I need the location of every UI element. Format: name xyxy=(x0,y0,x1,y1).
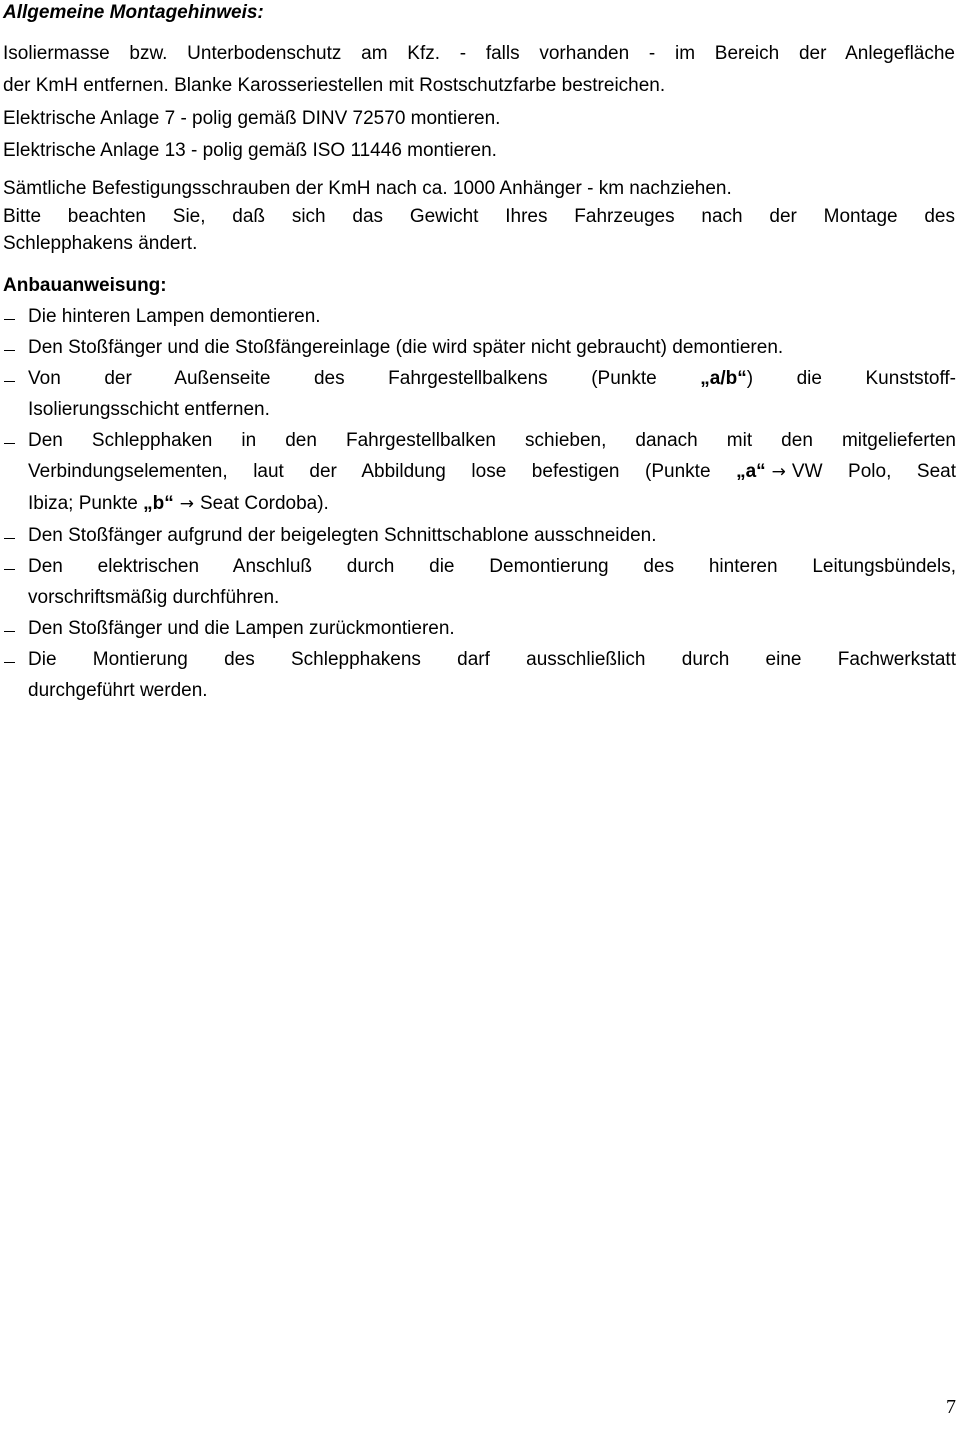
general-line-1: Isoliermasse bzw. Unterbodenschutz am Kfz. - falls vorhanden - im Bereich der Anlegefläche xyxy=(3,43,955,64)
general-line-3: Elektrische Anlage 7 - polig gemäß DINV 72570 montieren. xyxy=(3,108,501,129)
general-line-5: Sämtliche Befestigungsschrauben der KmH nach ca. 1000 Anhänger - km nachziehen. xyxy=(3,178,732,199)
list-item: Den Stoßfänger und die Stoßfängereinlage (die wird später nicht gebraucht) demontieren. xyxy=(0,332,956,363)
section-title-instructions: Anbauanweisung: xyxy=(3,275,167,296)
list-item: Den elektrischen Anschluß durch die Demontierung des hinteren Leitungsbündels, vorschriftsmäßig durchführen. xyxy=(0,551,956,613)
list-item: Den Stoßfänger und die Lampen zurückmontieren. xyxy=(0,613,956,644)
general-line-2: der KmH entfernen. Blanke Karosseriestellen mit Rostschutzfarbe bestreichen. xyxy=(3,74,666,96)
general-line-4: Elektrische Anlage 13 - polig gemäß ISO 11446 montieren. xyxy=(3,139,497,161)
dash-bullet-icon xyxy=(4,662,15,663)
list-item: Von der Außenseite des Fahrgestellbalkens (Punkte „a/b“) die Kunststoff- Isolierungsschicht entfernen. xyxy=(0,363,956,425)
general-line-7: Schlepphakens ändert. xyxy=(3,233,198,254)
list-item: Den Schlepphaken in den Fahrgestellbalken schieben, danach mit den mitgelieferten Verbindungselementen, laut der Abbildung lose befestigen (Punkte „a“ → VW Polo, Seat Ibiza; Punkte „b“ → Seat Cordoba). xyxy=(0,425,956,520)
section-title-general: Allgemeine Montagehinweis: xyxy=(3,2,264,23)
right-arrow-icon: → xyxy=(771,462,786,482)
right-arrow-icon: → xyxy=(179,494,194,514)
list-item: Den Stoßfänger aufgrund der beigelegten Schnittschablone ausschneiden. xyxy=(0,520,956,551)
dash-bullet-icon xyxy=(4,538,15,539)
general-line-6: Bitte beachten Sie, daß sich das Gewicht Ihres Fahrzeuges nach der Montage des xyxy=(3,205,955,227)
dash-bullet-icon xyxy=(4,443,15,444)
list-item: Die hinteren Lampen demontieren. xyxy=(0,301,956,332)
dash-bullet-icon xyxy=(4,319,15,320)
dash-bullet-icon xyxy=(4,381,15,382)
page-number: 7 xyxy=(946,1396,956,1418)
dash-bullet-icon xyxy=(4,350,15,351)
dash-bullet-icon xyxy=(4,569,15,570)
list-item: Die Montierung des Schlepphakens darf ausschließlich durch eine Fachwerkstatt durchgeführt werden. xyxy=(0,644,956,706)
dash-bullet-icon xyxy=(4,631,15,632)
general-notes xyxy=(3,38,955,260)
instruction-list xyxy=(0,301,956,706)
